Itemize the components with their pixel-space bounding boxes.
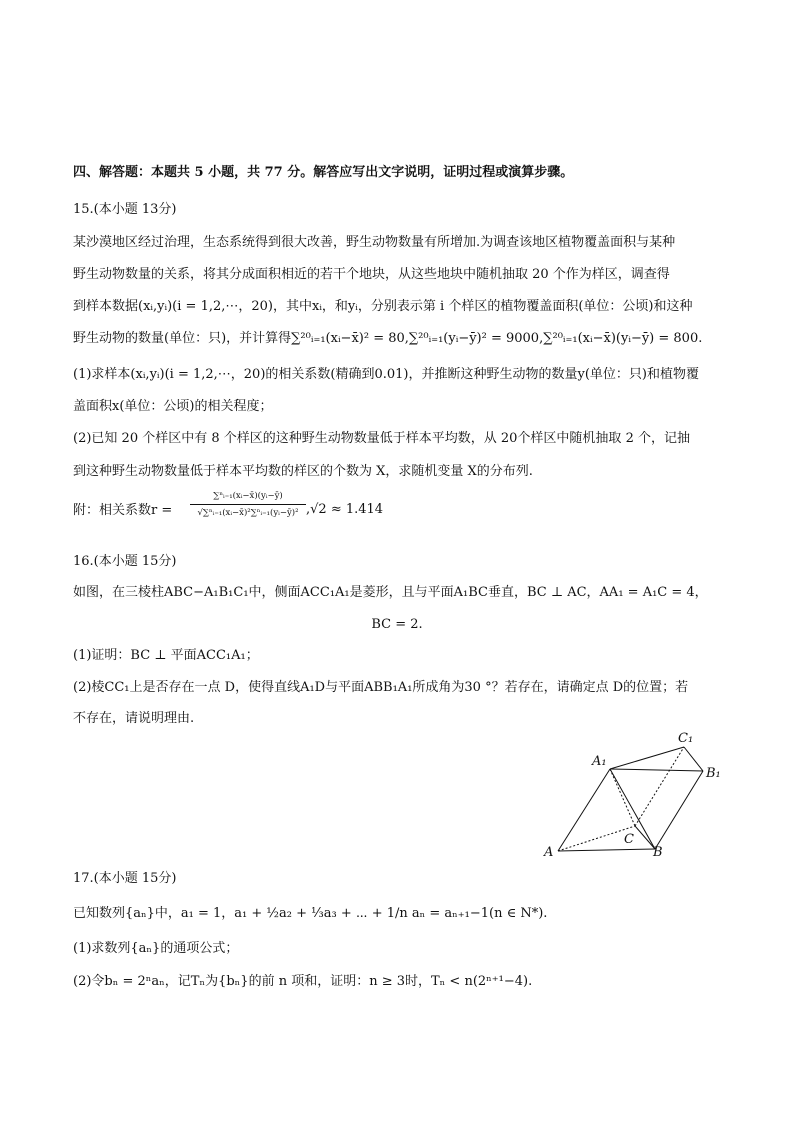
label-b1: B₁ <box>706 766 721 781</box>
problem-17-part-1: (1)求数列{aₙ}的通项公式； <box>73 941 239 956</box>
hidden-edge-a1-c <box>610 769 635 826</box>
problem-15-line-2: 野生动物数量的关系，将其分成面积相近的若干个地块，从这些地块中随机抽取 20 个作为样区，调查得 <box>73 267 670 282</box>
problem-16-part-2-cont: 不存在，请说明理由. <box>73 711 195 726</box>
formula-numerator: ∑ⁿᵢ₌₁(xᵢ−x̄)(yᵢ−ȳ) <box>213 491 283 501</box>
edge-b-b1 <box>655 771 703 849</box>
problem-17-part-2: (2)令bₙ = 2ⁿaₙ，记Tₙ为{bₙ}的前 n 项和，证明：n ≥ 3时，Tₙ < n(2ⁿ⁺¹−4). <box>73 974 533 989</box>
problem-15-part-1-cont: 盖面积x(单位：公顷)的相关程度； <box>73 399 273 414</box>
problem-16-part-1: (1)证明：BC ⊥ 平面ACC₁A₁； <box>73 648 259 663</box>
label-b: B <box>653 845 663 860</box>
edge-a1-c1 <box>610 747 684 769</box>
problem-16-part-2: (2)棱CC₁上是否存在一点 D，使得直线A₁D与平面ABB₁A₁所成角为30 °？若存在，请确定点 D的位置；若 <box>73 680 689 695</box>
problem-16-number: 16.(本小题 15分) <box>73 554 177 569</box>
appendix-tail: ,√2 ≈ 1.414 <box>306 502 384 517</box>
problem-17-number: 17.(本小题 15分) <box>73 871 177 886</box>
label-c1: C₁ <box>678 731 694 746</box>
appendix-prefix: 附：相关系数r = <box>73 503 173 518</box>
edge-a1-b1 <box>610 769 703 771</box>
problem-15-part-1: (1)求样本(xᵢ,yᵢ)(i = 1,2,⋯，20)的相关系数(精确到0.01)，并推断这种野生动物的数量y(单位：只)和植物覆 <box>73 367 699 382</box>
problem-15-part-2: (2)已知 20 个样区中有 8 个样区的这种野生动物数量低于样本平均数，从 20个样区中随机抽取 2 个，记抽 <box>73 431 690 446</box>
label-a1: A₁ <box>592 754 607 769</box>
prism-figure <box>540 725 740 865</box>
problem-15-number: 15.(本小题 13分) <box>73 202 177 217</box>
edge-a-a1 <box>558 769 610 851</box>
problem-15-line-1: 某沙漠地区经过治理，生态系统得到很大改善，野生动物数量有所增加.为调查该地区植物覆盖面积与某种 <box>73 235 676 250</box>
problem-15-line-3: 到样本数据(xᵢ,yᵢ)(i = 1,2,⋯，20)，其中xᵢ，和yᵢ，分别表示第 i 个样区的植物覆盖面积(单位：公顷)和这种 <box>73 299 693 314</box>
problem-16-line-2: BC = 2. <box>371 617 423 632</box>
label-c: C <box>624 832 634 847</box>
problem-17-line-1: 已知数列{aₙ}中，a₁ = 1，a₁ + ½a₂ + ⅓a₃ + ⋯ + 1/n aₙ = aₙ₊₁−1(n ∈ N*). <box>73 906 548 921</box>
fraction-bar <box>190 504 306 505</box>
problem-16-line-1: 如图，在三棱柱ABC−A₁B₁C₁中，侧面ACC₁A₁是菱形，且与平面A₁BC垂直，BC ⊥ AC，AA₁ = A₁C = 4， <box>73 585 708 600</box>
problem-15-part-2-cont: 到这种野生动物数量低于样本平均数的样区的个数为 X，求随机变量 X的分布列. <box>73 464 533 479</box>
correlation-formula <box>190 489 306 529</box>
edge-c-b <box>635 826 655 849</box>
edge-c1-b1 <box>684 747 703 771</box>
formula-denominator: √∑ⁿᵢ₌₁(xᵢ−x̄)²∑ⁿᵢ₌₁(yᵢ−ȳ)² <box>197 508 299 518</box>
edge-a-b <box>558 849 655 851</box>
problem-15-line-4: 野生动物的数量(单位：只)，并计算得∑²⁰ᵢ₌₁(xᵢ−x̄)² = 80,∑²⁰ᵢ₌₁(yᵢ−ȳ)² = 9000,∑²⁰ᵢ₌₁(xᵢ−x̄)(yᵢ−ȳ) = 800. <box>73 331 703 346</box>
section-header: 四、解答题：本题共 5 小题，共 77 分。解答应写出文字说明，证明过程或演算步骤。 <box>73 165 574 180</box>
label-a: A <box>544 845 554 860</box>
